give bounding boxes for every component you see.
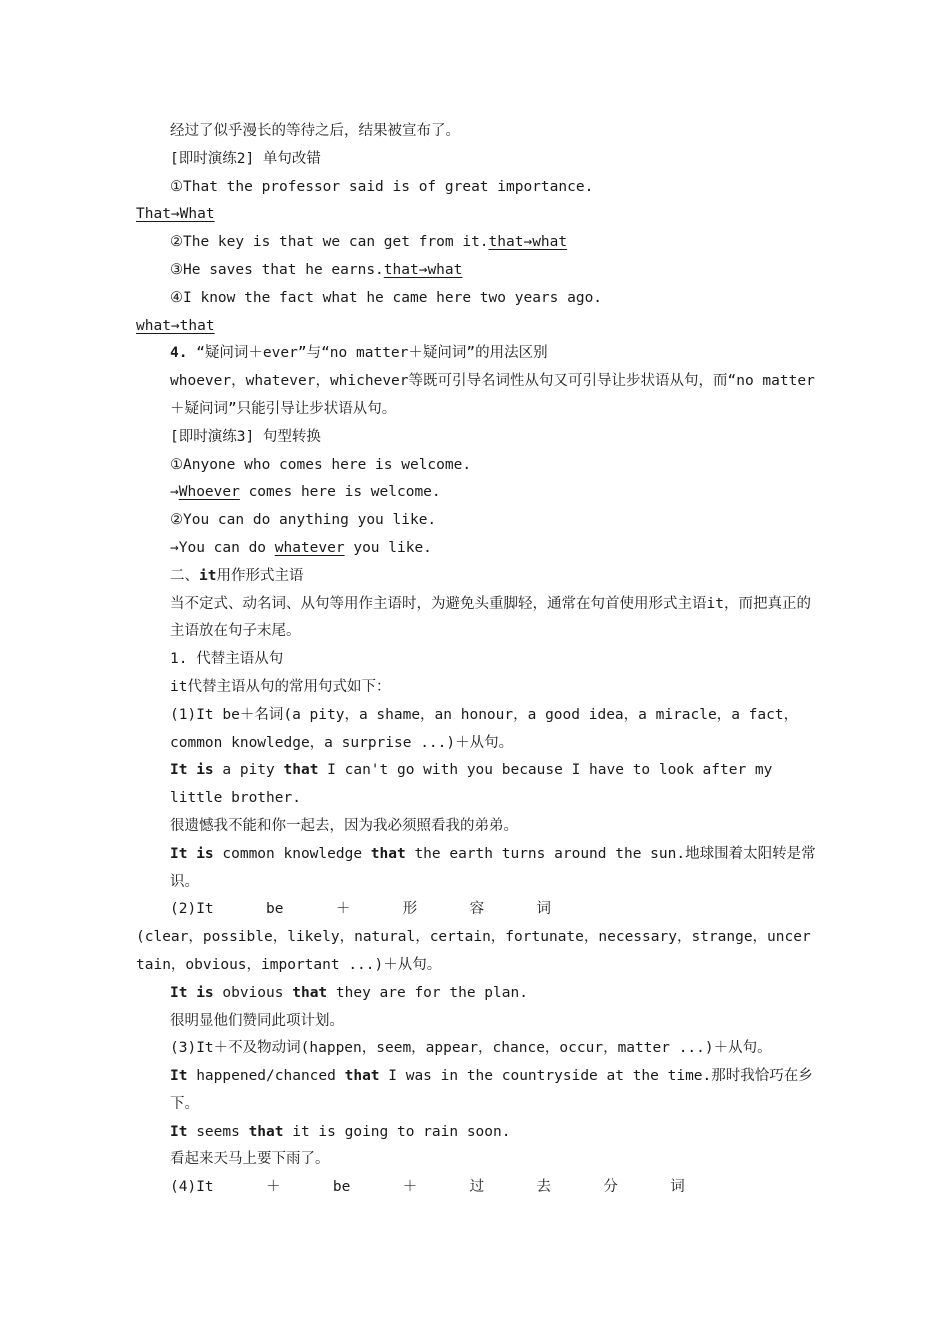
paragraph: 当不定式、动名词、从句等用作主语时，为避免头重脚轻，通常在句首使用形式主语it，而把真正的主语放在句子末尾。 xyxy=(170,595,811,640)
answer-line xyxy=(136,201,816,229)
example-sentence: It seems that it is going to rain soon. xyxy=(170,1123,511,1140)
exercise-item: ②You can do anything you like. xyxy=(170,512,437,529)
translation-line: 看起来天马上要下雨了。 xyxy=(170,1151,330,1168)
exercise-item xyxy=(136,257,816,285)
keyword: It is xyxy=(170,762,214,779)
exercise-item: ①Anyone who comes here is welcome. xyxy=(170,456,472,473)
answer: what→that xyxy=(136,317,215,334)
document-page xyxy=(136,118,816,1202)
section-title: 用作形式主语 xyxy=(216,567,304,584)
paragraph: it代替主语从句的常用句式如下： xyxy=(170,678,391,695)
keyword: that xyxy=(344,1068,380,1085)
answer-line xyxy=(136,479,816,507)
pattern-rule-cont: (clear，possible，likely，natural，certain，fortunate，necessary，strange，uncer xyxy=(136,929,811,946)
answer: that→what xyxy=(488,234,568,251)
answer: Whoever xyxy=(178,484,240,501)
item-text: ③He saves that he earns. xyxy=(170,261,384,278)
translation-line: 很明显他们赞同此项计划。 xyxy=(170,1012,344,1029)
section-number: 二、 xyxy=(170,567,199,584)
exercise-item: ①That the professor said is of great importance. xyxy=(170,178,594,195)
item-text: you like. xyxy=(344,539,432,556)
section-heading xyxy=(136,340,816,368)
keyword: that xyxy=(292,984,328,1001)
pattern-rule: (3)It＋不及物动词(happen，seem，appear，chance，occur，matter ...)＋从句。 xyxy=(170,1040,772,1057)
answer: whatever xyxy=(274,539,345,556)
answer-line xyxy=(136,535,816,563)
paragraph: whoever，whatever，whichever等既可引导名词性从句又可引导让步状语从句，而“no matter＋疑问词”只能引导让步状语从句。 xyxy=(170,373,815,417)
example-sentence: It is obvious that they are for the plan. xyxy=(170,984,528,1001)
section-heading xyxy=(136,563,816,591)
item-text: comes here is welcome. xyxy=(239,484,441,501)
translation-line: 很遗憾我不能和你一起去，因为我必须照看我的弟弟。 xyxy=(170,817,518,834)
keyword: It is xyxy=(170,845,214,862)
arrow: → xyxy=(170,484,179,501)
keyword: It xyxy=(170,1123,188,1140)
pattern-rule-cont: tain，obvious，important ...)＋从句。 xyxy=(136,956,442,973)
exercise-heading-3: [即时演练3] 句型转换 xyxy=(170,428,321,445)
keyword: it xyxy=(199,567,217,584)
exercise-item xyxy=(136,229,816,257)
pattern-rule: (2)It be ＋ 形 容 词 xyxy=(170,901,551,918)
answer-line xyxy=(136,313,816,341)
section-title: “疑问词＋ever”与“no matter＋疑问词”的用法区别 xyxy=(196,345,548,362)
keyword: that xyxy=(283,762,319,779)
item-text: →You can do xyxy=(170,539,275,556)
example-sentence: It happened/chanced that I was in the countryside at the time.那时我恰巧在乡下。 xyxy=(170,1068,813,1112)
answer: that→what xyxy=(383,261,463,278)
example-sentence: It is a pity that I can't go with you because I have to look after my little brother. xyxy=(170,762,773,807)
keyword: It is xyxy=(170,984,214,1001)
exercise-heading-2: [即时演练2] 单句改错 xyxy=(170,150,321,167)
keyword: that xyxy=(370,845,406,862)
exercise-item: ④I know the fact what he came here two years ago. xyxy=(170,289,603,306)
subsection-heading: 1. 代替主语从句 xyxy=(170,651,284,668)
example-sentence: It is common knowledge that the earth turns around the sun.地球围着太阳转是常识。 xyxy=(170,845,816,890)
item-text: ②The key is that we can get from it. xyxy=(170,234,489,251)
pattern-rule: (4)It ＋ be ＋ 过 去 分 词 xyxy=(170,1179,685,1196)
keyword: that xyxy=(248,1123,284,1140)
translation-line: 经过了似乎漫长的等待之后，结果被宣布了。 xyxy=(170,123,460,139)
answer: That→What xyxy=(136,206,215,223)
section-number: 4. xyxy=(170,345,188,362)
keyword: It xyxy=(170,1068,188,1085)
pattern-rule: (1)It be＋名词(a pity，a shame，an honour，a good idea，a miracle，a fact，common knowledge，a surprise ...)＋从句。 xyxy=(170,706,799,751)
